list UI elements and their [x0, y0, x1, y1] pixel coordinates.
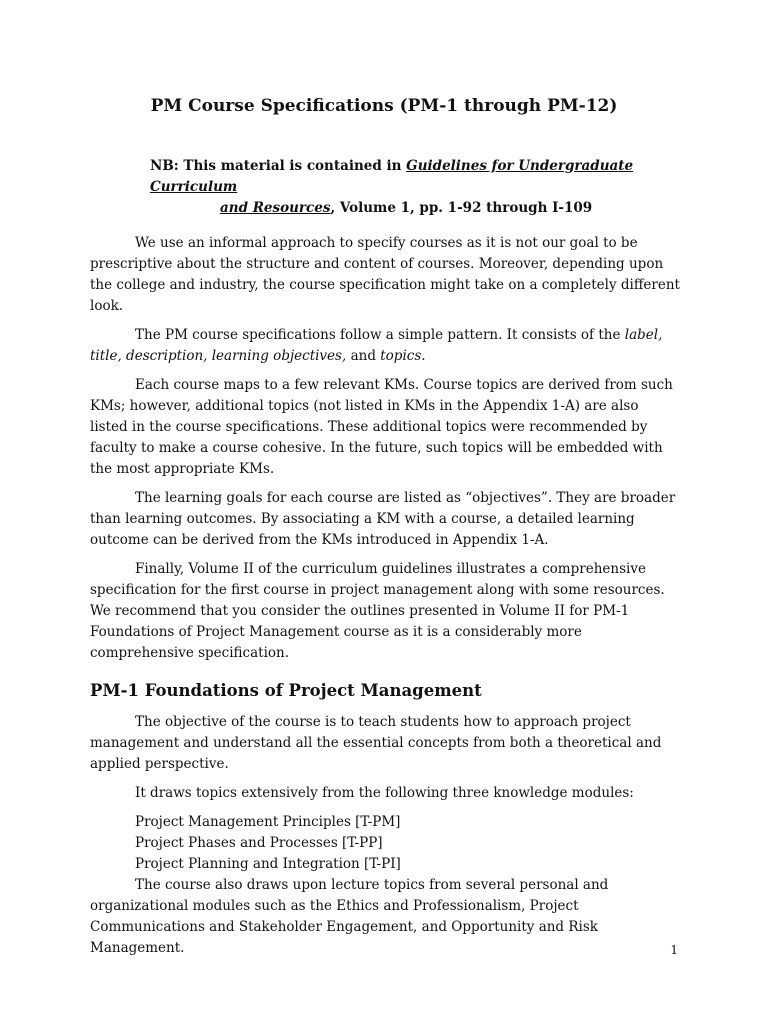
nb-note	[150, 156, 690, 219]
document-title: PM Course Specifications (PM-1 through PM-12)	[150, 96, 618, 116]
volume-ii-paragraph: Finally, Volume II of the curriculum guidelines illustrates a comprehensive specification for the first course in project management along with some resources. We recommend that you consider the outlines presented in Volume II for PM-1 Foundations of Project Management course as it is a considerably more comprehensive specification.	[90, 561, 665, 661]
objectives-paragraph: The learning goals for each course are listed as “objectives”. They are broader than learning outcomes. By associating a KM with a course, a detailed learning outcome can be derived from the KMs introduced in Appendix 1-A.	[90, 490, 676, 548]
section-heading: PM-1 Foundations of Project Management	[90, 681, 482, 700]
pattern-prefix: The PM course specifications follow a simple pattern. It consists of the	[135, 327, 625, 343]
intro-paragraph: We use an informal approach to specify courses as it is not our goal to be prescriptive about the structure and content of courses. Moreover, depending upon the college and industry, the course specification might take on a completely different look.	[90, 235, 680, 314]
module-item: Project Management Principles [T-PM]	[135, 814, 401, 830]
pattern-suffix: .	[421, 348, 426, 364]
pattern-middle: and	[346, 348, 381, 364]
pattern-italic: label, title, description, learning objectives,	[90, 327, 663, 364]
module-list	[90, 812, 680, 875]
document-body	[90, 233, 680, 967]
draws-topics-paragraph: It draws topics extensively from the following three knowledge modules:	[135, 785, 634, 801]
objective-paragraph: The objective of the course is to teach students how to approach project management and understand all the essential concepts from both a theoretical and applied perspective.	[90, 714, 662, 772]
module-item: Project Phases and Processes [T-PP]	[135, 835, 383, 851]
km-paragraph: Each course maps to a few relevant KMs. Course topics are derived from such KMs; however, additional topics (not listed in KMs in the Appendix 1-A) are also listed in the course specifications. These additional topics were recommended by faculty to make a course cohesive. In the future, such topics will be embedded with the most appropriate KMs.	[90, 377, 673, 477]
module-item: Project Planning and Integration [T-PI]	[135, 856, 401, 872]
closing-paragraph: The course also draws upon lecture topics from several personal and organizational modules such as the Ethics and Professionalism, Project Communications and Stakeholder Engagement, and Opportunity and Risk Management.	[90, 877, 609, 956]
page-number: 1	[670, 943, 678, 957]
nb-book-title-2: and Resources	[220, 200, 331, 216]
pattern-italic-topics: topics	[380, 348, 422, 364]
pattern-paragraph	[90, 325, 680, 367]
nb-prefix: NB: This material is contained in	[150, 158, 407, 174]
nb-suffix: , Volume 1, pp. 1-92 through I-109	[330, 200, 593, 216]
nb-book-title-1: Guidelines for Undergraduate Curriculum	[150, 158, 634, 195]
